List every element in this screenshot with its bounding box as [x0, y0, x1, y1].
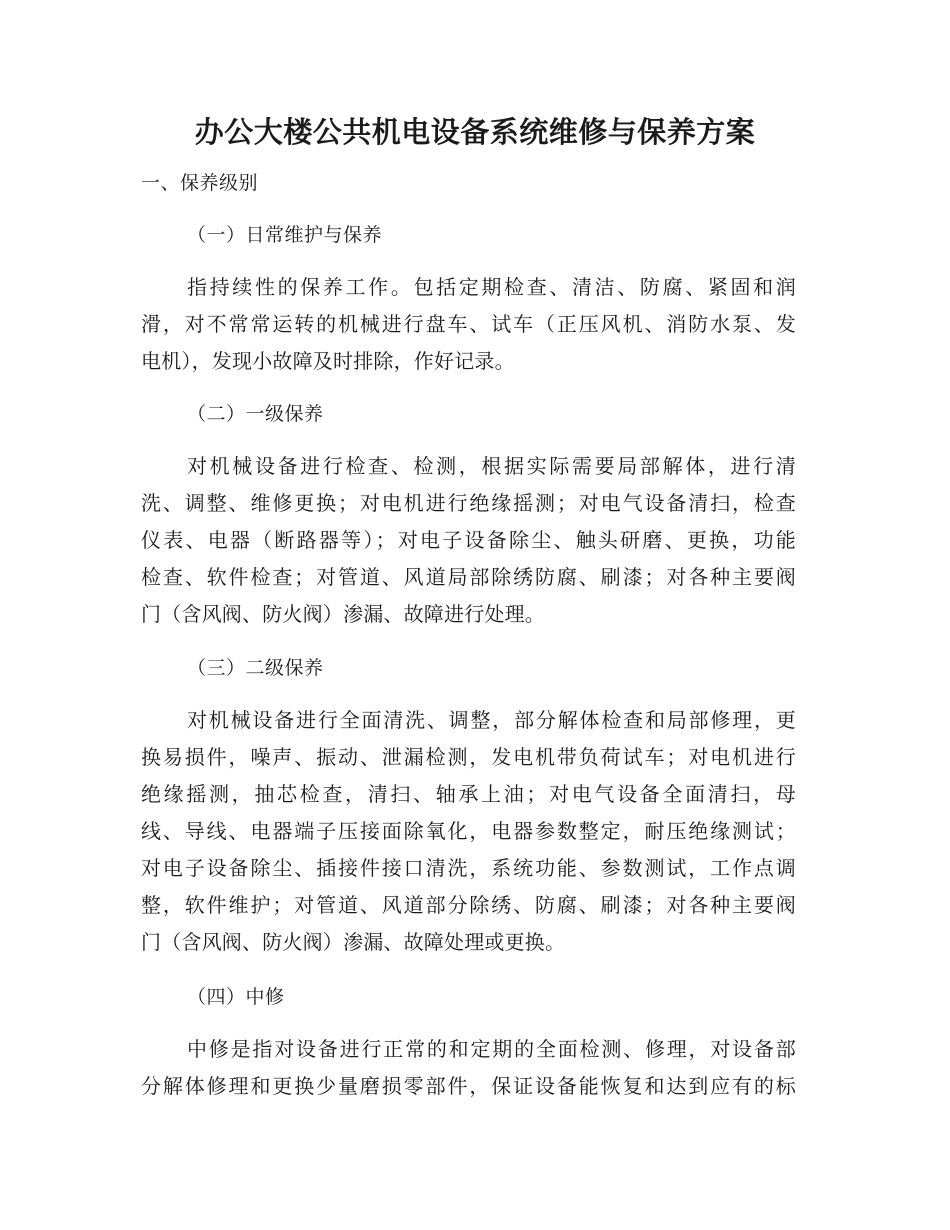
paragraph-line: 滑，对不常常运转的机械进行盘车、试车（正压风机、消防水泵、发: [141, 312, 796, 336]
paragraph-line: 电机），发现小故障及时排除，作好记录。: [141, 349, 515, 373]
paragraph-level2-maintenance: [141, 707, 796, 966]
paragraph-line: 整，软件维护；对管道、风道部分除绣、防腐、刷漆；对各种主要阀: [141, 893, 796, 917]
subsection-heading-2: （二）一级保养: [187, 403, 324, 425]
paragraph-level1-maintenance: [141, 453, 796, 638]
paragraph-line: 门（含风阀、防火阀）渗漏、故障进行处理。: [141, 602, 545, 626]
paragraph-medium-repair: [141, 1036, 796, 1110]
section-heading-1: 一、保养级别: [141, 172, 259, 194]
paragraph-line: 换易损件，噪声、振动、泄漏检测，发电机带负荷试车；对电机进行: [141, 745, 796, 769]
subsection-heading-4: （四）中修: [187, 986, 285, 1008]
paragraph-daily-maintenance: [141, 274, 796, 385]
paragraph-line: 分解体修理和更换少量磨损零部件，保证设备能恢复和达到应有的标: [141, 1074, 796, 1098]
paragraph-line: 对电子设备除尘、插接件接口清洗，系统功能、参数测试，工作点调: [141, 856, 796, 880]
paragraph-line: 中修是指对设备进行正常的和定期的全面检测、修理，对设备部: [187, 1037, 796, 1061]
document-title: 办公大楼公共机电设备系统维修与保养方案: [194, 115, 756, 149]
paragraph-line: 线、导线、电器端子压接面除氧化，电器参数整定，耐压绝缘测试；: [141, 819, 796, 843]
paragraph-line: 门（含风阀、防火阀）渗漏、故障处理或更换。: [141, 930, 566, 954]
paragraph-line: 对机械设备进行全面清洗、调整，部分解体检查和局部修理，更: [187, 708, 796, 732]
subsection-heading-3: （三）二级保养: [187, 657, 324, 679]
paragraph-line: 对机械设备进行检查、检测，根据实际需要局部解体，进行清: [187, 454, 796, 478]
paragraph-line: 洗、调整、维修更换；对电机进行绝缘摇测；对电气设备清扫，检查: [141, 491, 796, 515]
subsection-heading-1: （一）日常维护与保养: [187, 224, 383, 246]
paragraph-line: 检查、软件检查；对管道、风道局部除绣防腐、刷漆；对各种主要阀: [141, 565, 796, 589]
paragraph-line: 指持续性的保养工作。包括定期检查、清洁、防腐、紧固和润: [187, 275, 796, 299]
paragraph-line: 绝缘摇测，抽芯检查，清扫、轴承上油；对电气设备全面清扫，母: [141, 782, 796, 806]
paragraph-line: 仪表、电器（断路器等）；对电子设备除尘、触头研磨、更换，功能: [141, 528, 796, 552]
